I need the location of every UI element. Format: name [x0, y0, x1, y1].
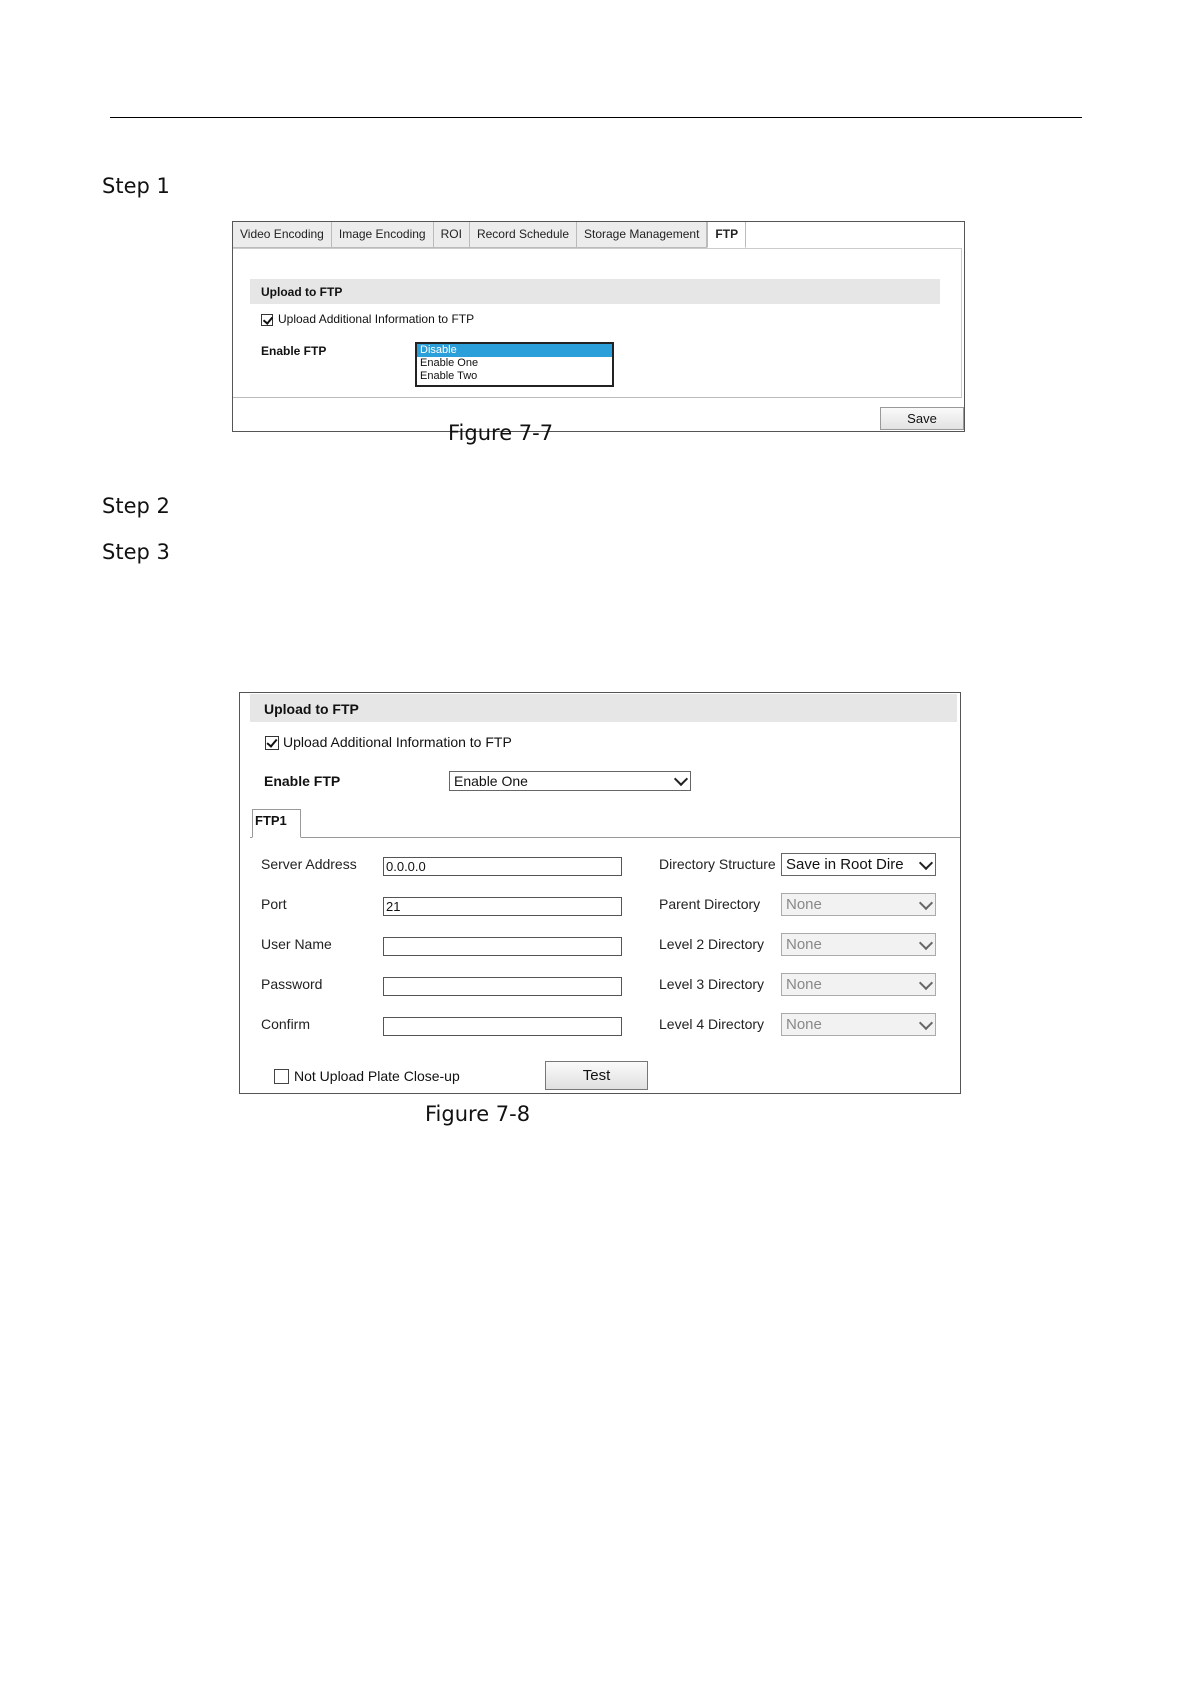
not-upload-plate-checkbox[interactable] [274, 1069, 289, 1084]
subtab-divider [250, 837, 960, 838]
level-2-directory-value: None [786, 936, 822, 953]
tab-ftp1[interactable]: FTP1 [252, 809, 301, 838]
server-address-label: Server Address [261, 856, 357, 872]
chevron-down-icon [919, 855, 933, 869]
enable-ftp-label: Enable FTP [264, 773, 341, 789]
level-2-directory-select [781, 933, 936, 956]
level-4-directory-label: Level 4 Directory [659, 1016, 765, 1032]
tab-video-encoding[interactable]: Video Encoding [233, 222, 332, 248]
section-title: Upload to FTP [264, 701, 359, 717]
parent-directory-select [781, 893, 936, 916]
upload-additional-checkbox[interactable] [265, 736, 279, 750]
figure-7-8 [239, 692, 961, 1094]
level-4-directory-value: None [786, 1016, 822, 1033]
chevron-down-icon [919, 975, 933, 989]
option-enable-one[interactable]: Enable One [420, 357, 479, 369]
level-2-directory-label: Level 2 Directory [659, 936, 765, 952]
user-name-input[interactable] [383, 937, 622, 956]
section-header [250, 279, 940, 304]
tab-roi[interactable]: ROI [434, 222, 470, 248]
upload-additional-checkbox[interactable] [261, 314, 273, 326]
enable-ftp-dropdown-list[interactable] [415, 342, 614, 387]
option-enable-two[interactable]: Enable Two [420, 370, 478, 382]
server-address-input[interactable]: 0.0.0.0 [383, 857, 622, 876]
enable-ftp-label: Enable FTP [261, 344, 327, 358]
chevron-down-icon [919, 1015, 933, 1029]
directory-structure-select[interactable] [781, 853, 936, 876]
save-button[interactable]: Save [880, 407, 964, 430]
upload-additional-label: Upload Additional Information to FTP [278, 312, 475, 326]
enable-ftp-value: Enable One [454, 773, 528, 789]
chevron-down-icon [919, 895, 933, 909]
upload-additional-label: Upload Additional Information to FTP [283, 734, 512, 750]
password-label: Password [261, 976, 323, 992]
parent-directory-label: Parent Directory [659, 896, 761, 912]
level-3-directory-value: None [786, 976, 822, 993]
directory-structure-value: Save in Root Dire [786, 856, 904, 873]
directory-structure-label: Directory Structure [659, 856, 776, 872]
level-4-directory-select [781, 1013, 936, 1036]
step-2-label: Step 2 [102, 494, 170, 518]
parent-directory-value: None [786, 896, 822, 913]
tab-storage-management[interactable]: Storage Management [577, 222, 707, 248]
section-title: Upload to FTP [261, 285, 343, 299]
password-input[interactable] [383, 977, 622, 996]
step-3-label: Step 3 [102, 540, 170, 564]
port-input[interactable]: 21 [383, 897, 622, 916]
figure-7-8-caption: Figure 7-8 [425, 1102, 531, 1126]
level-3-directory-select [781, 973, 936, 996]
tab-ftp[interactable]: FTP [707, 222, 746, 248]
chevron-down-icon [919, 935, 933, 949]
header-rule [110, 117, 1082, 118]
level-3-directory-label: Level 3 Directory [659, 976, 765, 992]
config-tabs [233, 222, 746, 248]
tab-image-encoding[interactable]: Image Encoding [332, 222, 434, 248]
step-1-label: Step 1 [102, 174, 170, 198]
enable-ftp-select[interactable] [449, 771, 691, 791]
figure-7-7-caption: Figure 7-7 [448, 421, 554, 445]
port-label: Port [261, 896, 287, 912]
test-button[interactable]: Test [545, 1061, 648, 1090]
confirm-input[interactable] [383, 1017, 622, 1036]
chevron-down-icon [674, 772, 688, 786]
figure-7-7 [232, 221, 965, 432]
confirm-label: Confirm [261, 1016, 311, 1032]
not-upload-plate-label: Not Upload Plate Close-up [294, 1068, 460, 1084]
option-disable[interactable]: Disable [417, 344, 612, 357]
tab-record-schedule[interactable]: Record Schedule [470, 222, 577, 248]
user-name-label: User Name [261, 936, 332, 952]
